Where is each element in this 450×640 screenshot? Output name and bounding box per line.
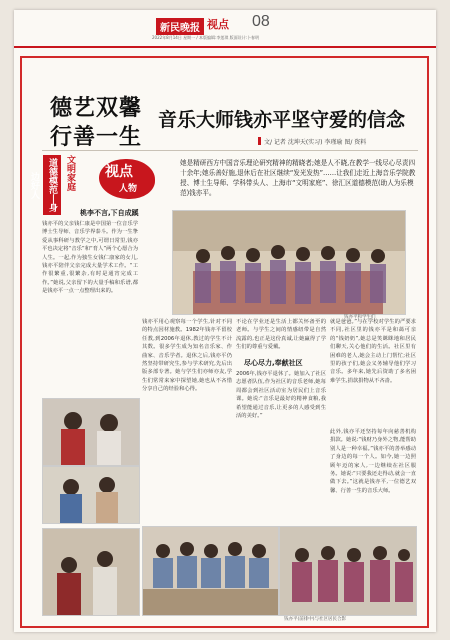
photo-caption-2: 钱亦平(前排中)与社区居民合影 bbox=[284, 617, 347, 622]
newspaper-logo: 新民晚报 bbox=[156, 18, 204, 35]
group-photo-1-image bbox=[173, 211, 405, 314]
text-column-5: 2006年,钱亦平退休了。她加入了社区志愿者队伍,作为社区的音乐老师,她每周都会到社区活动室为居民们上音乐课。她说:“音乐是最好的精神食粮,我希望能通过音乐,让更多的人感受到生活的美好。” bbox=[236, 371, 326, 420]
group-photo-2 bbox=[42, 528, 140, 616]
side-headline bbox=[50, 94, 146, 152]
portrait-photo-2-image bbox=[43, 467, 139, 523]
byline-marker bbox=[258, 137, 261, 145]
column-tag-white: 文明家庭 bbox=[65, 155, 75, 191]
masthead bbox=[14, 10, 436, 50]
badge-subtitle: 人物 bbox=[119, 184, 138, 194]
newspaper-page bbox=[14, 10, 436, 632]
group-photo-4 bbox=[279, 526, 417, 616]
article-intro: 她是精研西方中国音乐理论研究精神的精晓者;她是人不晓,在教学一线尽心尽责四十余年;她乐善好施,退休后在社区继续“发光发热”……让我们走近上海音乐学院教授、博士生导师、学科带头人、上海市“文明家庭”、徐汇区道德模范(助人为乐模范)钱亦平。 bbox=[180, 159, 416, 197]
group-photo-2-image bbox=[43, 529, 139, 615]
group-photo-3-image bbox=[143, 527, 278, 615]
portrait-photo-2 bbox=[42, 466, 140, 524]
masthead-rule bbox=[14, 46, 436, 48]
group-photo-1 bbox=[172, 210, 406, 315]
feature-badge bbox=[99, 155, 169, 205]
photo-caption-1: 钱亦平和学生们 bbox=[344, 315, 376, 320]
text-column-4: 不论在学业还是生活上都关怀备至的老师。与学生之间的情感纽带是自然流露的,也正是这份真诚,让她赢得了学生们的尊重与爱戴。 bbox=[236, 319, 326, 351]
issue-info: 2022年8月14日 星期一 / 本版编辑:李莲琪 版面设计:卜春明 bbox=[152, 35, 259, 40]
group-photo-4-image bbox=[280, 527, 416, 615]
text-column-1: 钱亦平的父亲钱仁康是中国第一位音乐学博士生导师、音乐学界泰斗。作为一生挚爱从事科研与教学之中,可谓日常里,钱亦平也决定将“音乐”和“育人”两个心愿合为人生。一起,作为独生女钱仁康家的女儿,钱亦平陪伴父亲完成大量学术工作。“工作很繁重,很繁杂,有时是通宵完成工作。”她说,父亲留下的大量手稿和乐谱,都是钱亦平一点一点整理出来的。 bbox=[42, 221, 138, 295]
column-tag-red: 道德模范丨身边好人 bbox=[43, 155, 61, 215]
page-number: 08 bbox=[252, 13, 270, 30]
text-column-6: 就是爸爸。”与在学校对学生的严要求不同,社区里的钱亦平是和蔼可亲的“钱奶奶”,她总是笑眯眯地和居民们聊天,关心他们的生活。社区里有困难的老人,她会主动上门帮忙;社区里的孩子们,她会义务辅导他们学习音乐。多年来,她先后资助了多名困难学生,捐款捐物从不吝啬。 bbox=[330, 319, 416, 384]
byline: 文/ 记者 沈坤天(实习) 李瑾瑜 图/ 资料 bbox=[264, 139, 367, 146]
text-column-7: 此外,钱亦平还坚持每年向慈善机构捐款。她说:“钱财乃身外之物,能帮助别人是一种幸福。”钱亦平的善举感动了身边的每一个人。如今,她一边照顾年迈的家人,一边继续在社区服务。她说:“只要我还走得动,就会一直做下去。”这就是钱亦平,一位德艺双馨、行善一生的音乐大师。 bbox=[330, 429, 416, 494]
subhead-2: 尽心尽力,奉献社区 bbox=[244, 359, 303, 367]
subhead-1: 桃李不言,下自成蹊 bbox=[80, 209, 139, 217]
section-name: 视点 bbox=[207, 18, 229, 31]
portrait-photo-1 bbox=[42, 398, 140, 466]
headline-divider bbox=[42, 150, 418, 151]
main-headline: 音乐大师钱亦平坚守爱的信念 bbox=[158, 109, 406, 131]
text-column-2: 钱亦平用心观察每一个学生,针对不同的特点因材施教。1982年钱亦平留校任教,到2006年退休,教过的学生不计其数。很多学生成为知名音乐家、作曲家、音乐学者。退休之后,钱亦平仍然坚持带研究生,参与学术研究,先后出版多部专著。她与学生们亦师亦友,学生们常常来家中探望她,她也从不吝惜分享自己的经验和心得。 bbox=[142, 319, 232, 393]
group-photo-3 bbox=[142, 526, 279, 616]
side-headline-line2: 行善一生 bbox=[50, 124, 143, 150]
side-headline-line1: 德艺双馨 bbox=[50, 95, 143, 121]
badge-title: 视点 bbox=[105, 164, 133, 180]
portrait-photo-1-image bbox=[43, 399, 139, 465]
